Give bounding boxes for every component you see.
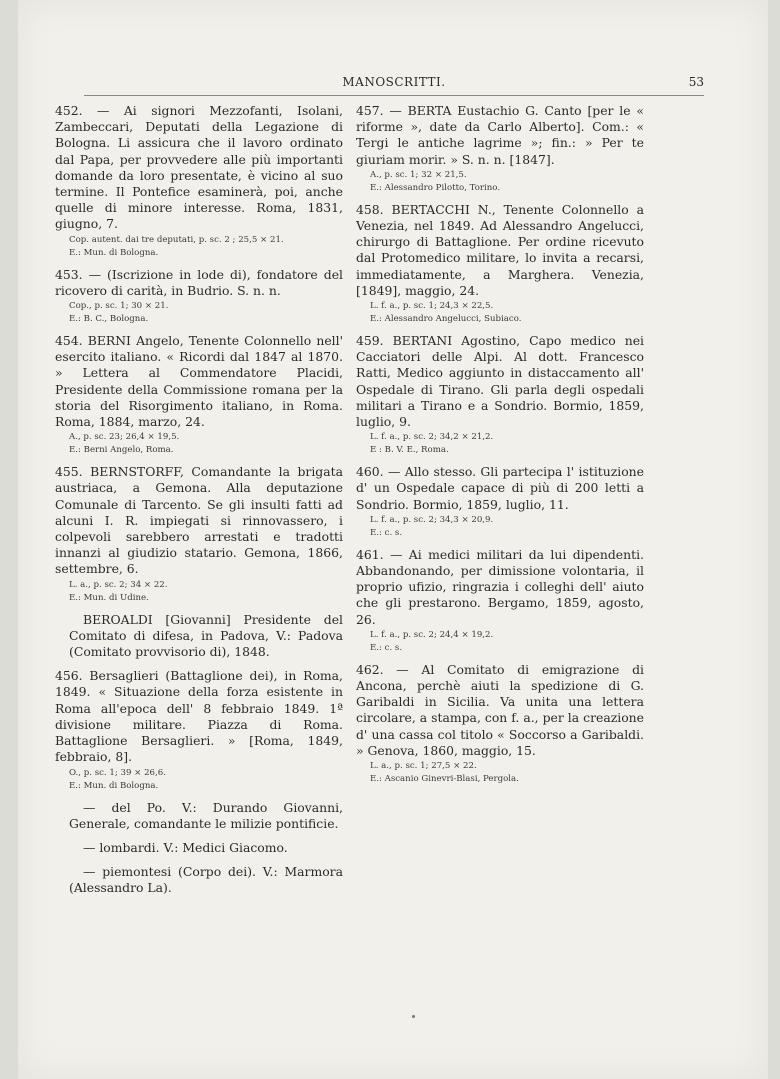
- catalog-entry: [356, 202, 644, 325]
- entry-note: E.: Alessandro Pilotto, Torino.: [370, 182, 501, 193]
- entry-note: E.: Mun. di Bologna.: [69, 247, 159, 258]
- left-column: [55, 103, 343, 905]
- entry-text: 456. Bersaglieri (Battaglione dei), in Roma, 1849. « Situazione della forza esistente in Roma all'epoca dell' 8 febbraio 1849. 1ª divisione militare. Piazza di Roma. Battaglione Bersaglieri. » [Roma, 1849, febbraio, 8].: [55, 668, 343, 765]
- catalog-entry: [356, 547, 644, 654]
- entry-note: Cop. autent. dai tre deputati, p. sc. 2 ; 25,5 × 21.: [69, 234, 284, 245]
- entry-text: 458. BERTACCHI N., Tenente Colonnello a Venezia, nel 1849. Ad Alessandro Angelucci, chirurgo di Battaglione. Per ordine ricevuto dal Protomedico militare, lo invita a recarsi, immediatamente, a Marghera. Venezia, [1849], maggio, 24.: [356, 201, 644, 298]
- entry-note: E.: c. s.: [370, 527, 403, 538]
- entry-text: 454. BERNI Angelo, Tenente Colonnello nell' esercito italiano. « Ricordi dal 1847 al 1870. » Lettera al Commendatore Placidi, Presidente della Commissione romana per la storia del Risorgimento italiano, in Roma. Roma, 1884, marzo, 24.: [55, 333, 343, 430]
- catalog-entry: [356, 333, 644, 456]
- entry-note: E.: c. s.: [370, 642, 403, 653]
- entry-text: 453. — (Iscrizione in lode di), fondatore del ricovero di carità, in Budrio. S. n. n.: [55, 266, 343, 298]
- catalog-entry: [55, 103, 343, 259]
- entry-note: E : B. V. E., Roma.: [370, 445, 449, 456]
- right-column: [356, 103, 644, 793]
- entry-note: E.: B. C., Bologna.: [69, 314, 149, 325]
- catalog-entry: [55, 464, 343, 603]
- entry-text: 457. — BERTA Eustachio G. Canto [per le « riforme », date da Carlo Alberto]. Com.: « Tergi le antiche lagrime »; fin.: » Per te giuriam morir. » S. n. n. [1847].: [356, 103, 644, 167]
- entry-note: A., p. sc. 23; 26,4 × 19,5.: [69, 432, 180, 443]
- catalog-entry: [356, 464, 644, 539]
- cross-reference: [55, 800, 343, 832]
- entry-note: L. f. a., p. sc. 2; 34,3 × 20,9.: [370, 514, 494, 525]
- entry-text: — lombardi. V.: Medici Giacomo.: [83, 839, 288, 855]
- catalog-entry: [356, 662, 644, 785]
- entry-note: Cop., p. sc. 1; 30 × 21.: [69, 301, 169, 312]
- entry-note: A., p. sc. 1; 32 × 21,5.: [370, 169, 467, 180]
- entry-note: L. f. a., p. sc. 2; 24,4 × 19,2.: [370, 629, 494, 640]
- entry-note: E.: Mun. di Bologna.: [69, 780, 159, 791]
- entry-note: L. f. a., p. sc. 2; 34,2 × 21,2.: [370, 432, 494, 443]
- page-header: [84, 73, 704, 96]
- page-number: 53: [688, 75, 704, 89]
- book-page: [18, 0, 768, 1079]
- entry-note: O., p. sc. 1; 39 × 26,6.: [69, 767, 166, 778]
- entry-text: 459. BERTANI Agostino, Capo medico nei Cacciatori delle Alpi. Al dott. Francesco Ratti, Medico aggiunto in distaccamento all' Ospedale di Tirano. Gli parla degli ospedali militari a Tirano e a Sondrio. Bormio, 1859, luglio, 9.: [356, 333, 644, 430]
- catalog-entry: [356, 103, 644, 194]
- entry-text: 461. — Ai medici militari da lui dipendenti. Abbandonando, per dimissione volontaria, il proprio ufizio, ringrazia i colleghi dell' aiuto che gli prestarono. Bergamo, 1859, agosto, 26.: [356, 546, 644, 627]
- entry-note: E.: Ascanio Ginevri-Blasi, Pergola.: [370, 774, 519, 785]
- catalog-entry: [55, 668, 343, 791]
- entry-text: 452. — Ai signori Mezzofanti, Isolani, Zambeccari, Deputati della Legazione di Bologna. Li assicura che il lavoro ordinato dal Papa, per provvedere alle più importanti domande da loro presentate, è vicino al suo termine. Il Pontefice esaminerà, poi, anche quelle di minore interesse. Roma, 1831, giugno, 7.: [55, 103, 343, 232]
- entry-text: 455. BERNSTORFF, Comandante la brigata austriaca, a Gemona. Alla deputazione Comunale di Tarcento. Se gli insulti fatti ad alcuni I. R. impiegati si rinnovassero, i colpevoli sarebbero arrestati e tradotti innanzi al giudizio statario. Gemona, 1866, settembre, 6.: [55, 464, 343, 577]
- entry-text: — del Po. V.: Durando Giovanni, Generale, comandante le milizie pontificie.: [69, 799, 343, 831]
- entry-text: BEROALDI [Giovanni] Presidente del Comitato di difesa, in Padova, V.: Padova (Comitato provvisorio di), 1848.: [69, 611, 343, 660]
- entry-note: E.: Alessandro Angelucci, Subiaco.: [370, 314, 522, 325]
- cross-reference: [55, 864, 343, 896]
- ink-dot: [412, 1015, 415, 1018]
- entry-text: 462. — Al Comitato di emigrazione di Ancona, perchè aiuti la spedizione di G. Garibaldi in Sicilia. Va unita una lettera circolare, a stampa, con f. a., per la creazione d' una cassa col titolo « Soccorso a Garibaldi. » Genova, 1860, maggio, 15.: [356, 661, 644, 758]
- catalog-entry: [55, 333, 343, 456]
- running-title: MANOSCRITTI.: [342, 75, 446, 89]
- cross-reference: [55, 612, 343, 661]
- entry-note: L. f. a., p. sc. 1; 24,3 × 22,5.: [370, 301, 494, 312]
- entry-text: — piemontesi (Corpo dei). V.: Marmora (Alessandro La).: [69, 864, 343, 896]
- cross-reference: [55, 840, 343, 856]
- entry-note: E.: Berni Angelo, Roma.: [69, 445, 174, 456]
- entry-note: L. a., p. sc. 2; 34 × 22.: [69, 579, 168, 590]
- catalog-entry: [55, 267, 343, 325]
- entry-note: L. a., p. sc. 1; 27,5 × 22.: [370, 761, 477, 772]
- entry-text: 460. — Allo stesso. Gli partecipa l' istituzione d' un Ospedale capace di più di 200 letti a Sondrio. Bormio, 1859, luglio, 11.: [356, 464, 644, 512]
- entry-note: E.: Mun. di Udine.: [69, 592, 149, 603]
